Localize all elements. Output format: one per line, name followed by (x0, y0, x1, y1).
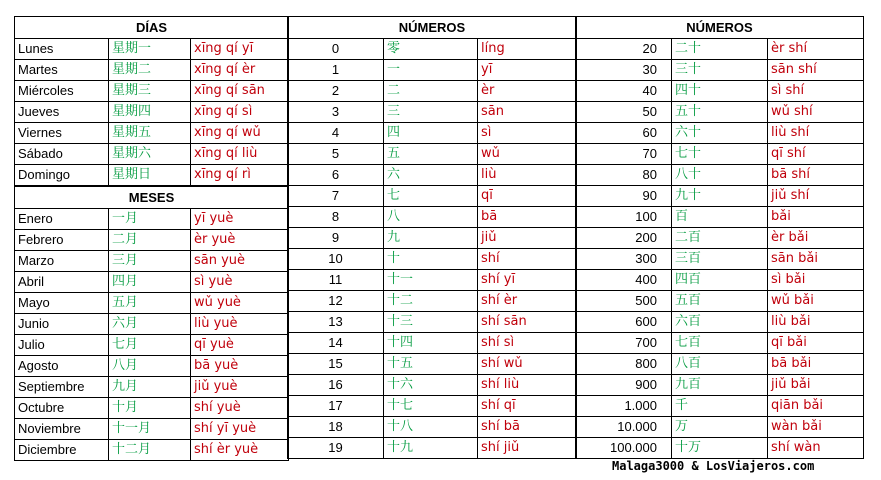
pinyin-cell: wǔ bǎi (768, 291, 864, 312)
hanzi-cell: 星期二 (109, 60, 191, 81)
hanzi-cell: 五百 (672, 291, 768, 312)
month-row-label: Mayo (15, 293, 109, 314)
hanzi-cell: 万 (672, 417, 768, 438)
number-row-label: 90 (576, 186, 672, 207)
month-row-label: Noviembre (15, 419, 109, 440)
numbers-table-1 (287, 16, 577, 459)
number-row (576, 165, 864, 186)
hanzi-cell: 八月 (109, 356, 191, 377)
number-row-label: 30 (576, 60, 672, 81)
number-row (288, 60, 577, 81)
numbers-table-2 (575, 16, 864, 459)
number-row (576, 123, 864, 144)
hanzi-cell: 零 (384, 39, 478, 60)
number-row-label: 100 (576, 207, 672, 228)
number-row (288, 228, 577, 249)
hanzi-cell: 三十 (672, 60, 768, 81)
pinyin-cell: sān (478, 102, 577, 123)
number-row (288, 249, 577, 270)
month-row (15, 398, 289, 419)
hanzi-cell: 十六 (384, 375, 478, 396)
month-row (15, 209, 289, 230)
number-row-label: 80 (576, 165, 672, 186)
pinyin-cell: qī yuè (191, 335, 289, 356)
pinyin-cell: shí (478, 249, 577, 270)
number-row (288, 354, 577, 375)
pinyin-cell: wàn bǎi (768, 417, 864, 438)
hanzi-cell: 十二月 (109, 440, 191, 461)
number-row (576, 81, 864, 102)
number-row (576, 354, 864, 375)
pinyin-cell: sì bǎi (768, 270, 864, 291)
hanzi-cell: 星期三 (109, 81, 191, 102)
hanzi-cell: 六十 (672, 123, 768, 144)
pinyin-cell: qī shí (768, 144, 864, 165)
pinyin-cell: sān bǎi (768, 249, 864, 270)
hanzi-cell: 八十 (672, 165, 768, 186)
month-row-label: Febrero (15, 230, 109, 251)
number-row-label: 60 (576, 123, 672, 144)
number-row (576, 417, 864, 438)
day-row (15, 102, 289, 123)
number-row (288, 123, 577, 144)
pinyin-cell: shí yī (478, 270, 577, 291)
pinyin-cell: shí qī (478, 396, 577, 417)
month-row-label: Agosto (15, 356, 109, 377)
hanzi-cell: 十七 (384, 396, 478, 417)
number-row-label: 200 (576, 228, 672, 249)
pinyin-cell: xīng qí èr (191, 60, 289, 81)
number-row-label: 11 (288, 270, 384, 291)
pinyin-cell: shí wàn (768, 438, 864, 459)
number-row (288, 312, 577, 333)
number-row (576, 60, 864, 81)
month-row-label: Julio (15, 335, 109, 356)
hanzi-cell: 十四 (384, 333, 478, 354)
hanzi-cell: 十八 (384, 417, 478, 438)
number-row-label: 1 (288, 60, 384, 81)
pinyin-cell: sān yuè (191, 251, 289, 272)
numbers-header-2: NÚMEROS (576, 17, 864, 39)
pinyin-cell: xīng qí wǔ (191, 123, 289, 144)
day-row-label: Martes (15, 60, 109, 81)
number-row-label: 300 (576, 249, 672, 270)
pinyin-cell: sì shí (768, 81, 864, 102)
number-row (576, 249, 864, 270)
number-row-label: 6 (288, 165, 384, 186)
pinyin-cell: xīng qí rì (191, 165, 289, 187)
number-row-label: 50 (576, 102, 672, 123)
pinyin-cell: bā (478, 207, 577, 228)
hanzi-cell: 二十 (672, 39, 768, 60)
number-row (576, 144, 864, 165)
number-row-label: 5 (288, 144, 384, 165)
months-header: MESES (15, 186, 289, 209)
number-row-label: 700 (576, 333, 672, 354)
hanzi-cell: 五月 (109, 293, 191, 314)
pinyin-cell: jiǔ bǎi (768, 375, 864, 396)
number-row-label: 3 (288, 102, 384, 123)
hanzi-cell: 七 (384, 186, 478, 207)
day-row (15, 60, 289, 81)
pinyin-cell: xīng qí yī (191, 39, 289, 60)
pinyin-cell: yī yuè (191, 209, 289, 230)
number-row (576, 375, 864, 396)
day-row-label: Jueves (15, 102, 109, 123)
hanzi-cell: 六月 (109, 314, 191, 335)
pinyin-cell: shí yuè (191, 398, 289, 419)
number-row (288, 144, 577, 165)
hanzi-cell: 星期六 (109, 144, 191, 165)
numbers-header-1: NÚMEROS (288, 17, 577, 39)
pinyin-cell: shí sì (478, 333, 577, 354)
hanzi-cell: 三月 (109, 251, 191, 272)
month-row (15, 230, 289, 251)
day-row-label: Viernes (15, 123, 109, 144)
pinyin-cell: jiǔ (478, 228, 577, 249)
pinyin-cell: bǎi (768, 207, 864, 228)
hanzi-cell: 十二 (384, 291, 478, 312)
hanzi-cell: 八百 (672, 354, 768, 375)
number-row-label: 13 (288, 312, 384, 333)
number-row-label: 600 (576, 312, 672, 333)
hanzi-cell: 十月 (109, 398, 191, 419)
pinyin-cell: jiǔ yuè (191, 377, 289, 398)
hanzi-cell: 九月 (109, 377, 191, 398)
pinyin-cell: shí èr (478, 291, 577, 312)
hanzi-cell: 六百 (672, 312, 768, 333)
pinyin-cell: èr shí (768, 39, 864, 60)
number-row (576, 102, 864, 123)
number-row-label: 800 (576, 354, 672, 375)
hanzi-cell: 二 (384, 81, 478, 102)
days-months-table (14, 16, 289, 461)
number-row-label: 10 (288, 249, 384, 270)
pinyin-cell: sì yuè (191, 272, 289, 293)
number-row-label: 15 (288, 354, 384, 375)
month-row-label: Octubre (15, 398, 109, 419)
number-row (288, 207, 577, 228)
number-row-label: 19 (288, 438, 384, 459)
number-row-label: 40 (576, 81, 672, 102)
pinyin-cell: èr bǎi (768, 228, 864, 249)
pinyin-cell: qī (478, 186, 577, 207)
hanzi-cell: 星期四 (109, 102, 191, 123)
month-row (15, 251, 289, 272)
number-row-label: 16 (288, 375, 384, 396)
pinyin-cell: qiān bǎi (768, 396, 864, 417)
pinyin-cell: bā yuè (191, 356, 289, 377)
number-row-label: 20 (576, 39, 672, 60)
number-row (576, 186, 864, 207)
hanzi-cell: 十五 (384, 354, 478, 375)
hanzi-cell: 五十 (672, 102, 768, 123)
pinyin-cell: sì (478, 123, 577, 144)
pinyin-cell: shí jiǔ (478, 438, 577, 459)
pinyin-cell: wǔ shí (768, 102, 864, 123)
pinyin-cell: bā bǎi (768, 354, 864, 375)
number-row-label: 14 (288, 333, 384, 354)
hanzi-cell: 十万 (672, 438, 768, 459)
pinyin-cell: xīng qí sì (191, 102, 289, 123)
pinyin-cell: èr (478, 81, 577, 102)
day-row (15, 144, 289, 165)
pinyin-cell: xīng qí liù (191, 144, 289, 165)
pinyin-cell: shí wǔ (478, 354, 577, 375)
month-row (15, 272, 289, 293)
footer-credit: Malaga3000 & LosViajeros.com (612, 459, 815, 473)
hanzi-cell: 十一月 (109, 419, 191, 440)
number-row-label: 0 (288, 39, 384, 60)
number-row (576, 207, 864, 228)
number-row (288, 333, 577, 354)
number-row (288, 186, 577, 207)
month-row (15, 440, 289, 461)
number-row (288, 102, 577, 123)
month-row (15, 335, 289, 356)
hanzi-cell: 四 (384, 123, 478, 144)
hanzi-cell: 九十 (672, 186, 768, 207)
hanzi-cell: 二百 (672, 228, 768, 249)
day-row-label: Domingo (15, 165, 109, 187)
day-row-label: Miércoles (15, 81, 109, 102)
hanzi-cell: 百 (672, 207, 768, 228)
pinyin-cell: qī bǎi (768, 333, 864, 354)
number-row (576, 438, 864, 459)
number-row-label: 70 (576, 144, 672, 165)
hanzi-cell: 四月 (109, 272, 191, 293)
hanzi-cell: 十 (384, 249, 478, 270)
hanzi-cell: 千 (672, 396, 768, 417)
month-row-label: Enero (15, 209, 109, 230)
hanzi-cell: 星期一 (109, 39, 191, 60)
pinyin-cell: xīng qí sān (191, 81, 289, 102)
number-row (288, 291, 577, 312)
number-row (288, 270, 577, 291)
hanzi-cell: 六 (384, 165, 478, 186)
number-row (288, 165, 577, 186)
month-row-label: Marzo (15, 251, 109, 272)
number-row (288, 396, 577, 417)
pinyin-cell: wǔ yuè (191, 293, 289, 314)
number-row-label: 17 (288, 396, 384, 417)
hanzi-cell: 一 (384, 60, 478, 81)
number-row (576, 228, 864, 249)
number-row-label: 2 (288, 81, 384, 102)
hanzi-cell: 星期日 (109, 165, 191, 187)
hanzi-cell: 星期五 (109, 123, 191, 144)
hanzi-cell: 九 (384, 228, 478, 249)
hanzi-cell: 十一 (384, 270, 478, 291)
day-row-label: Lunes (15, 39, 109, 60)
hanzi-cell: 七百 (672, 333, 768, 354)
day-row-label: Sábado (15, 144, 109, 165)
hanzi-cell: 三百 (672, 249, 768, 270)
number-row (576, 312, 864, 333)
pinyin-cell: yī (478, 60, 577, 81)
pinyin-cell: liù shí (768, 123, 864, 144)
month-row-label: Diciembre (15, 440, 109, 461)
pinyin-cell: liù bǎi (768, 312, 864, 333)
pinyin-cell: shí yī yuè (191, 419, 289, 440)
month-row-label: Abril (15, 272, 109, 293)
number-row-label: 1.000 (576, 396, 672, 417)
month-row (15, 314, 289, 335)
pinyin-cell: líng (478, 39, 577, 60)
pinyin-cell: liù (478, 165, 577, 186)
hanzi-cell: 一月 (109, 209, 191, 230)
pinyin-cell: liù yuè (191, 314, 289, 335)
number-row-label: 10.000 (576, 417, 672, 438)
number-row (576, 291, 864, 312)
hanzi-cell: 二月 (109, 230, 191, 251)
hanzi-cell: 三 (384, 102, 478, 123)
number-row (576, 270, 864, 291)
pinyin-cell: bā shí (768, 165, 864, 186)
month-row (15, 377, 289, 398)
number-row (288, 417, 577, 438)
hanzi-cell: 五 (384, 144, 478, 165)
number-row-label: 18 (288, 417, 384, 438)
hanzi-cell: 四十 (672, 81, 768, 102)
number-row (576, 396, 864, 417)
number-row-label: 900 (576, 375, 672, 396)
pinyin-cell: shí bā (478, 417, 577, 438)
hanzi-cell: 四百 (672, 270, 768, 291)
number-row-label: 7 (288, 186, 384, 207)
number-row-label: 500 (576, 291, 672, 312)
pinyin-cell: jiǔ shí (768, 186, 864, 207)
pinyin-cell: shí sān (478, 312, 577, 333)
pinyin-cell: wǔ (478, 144, 577, 165)
number-row-label: 4 (288, 123, 384, 144)
month-row (15, 293, 289, 314)
days-header: DÍAS (15, 17, 289, 39)
day-row (15, 39, 289, 60)
number-row (576, 333, 864, 354)
day-row (15, 123, 289, 144)
hanzi-cell: 十三 (384, 312, 478, 333)
hanzi-cell: 七月 (109, 335, 191, 356)
number-row (288, 375, 577, 396)
day-row (15, 165, 289, 187)
number-row-label: 8 (288, 207, 384, 228)
month-row (15, 419, 289, 440)
month-row (15, 356, 289, 377)
pinyin-cell: shí èr yuè (191, 440, 289, 461)
pinyin-cell: shí liù (478, 375, 577, 396)
hanzi-cell: 九百 (672, 375, 768, 396)
hanzi-cell: 七十 (672, 144, 768, 165)
hanzi-cell: 八 (384, 207, 478, 228)
number-row (288, 81, 577, 102)
number-row-label: 9 (288, 228, 384, 249)
number-row-label: 12 (288, 291, 384, 312)
month-row-label: Junio (15, 314, 109, 335)
number-row (576, 39, 864, 60)
day-row (15, 81, 289, 102)
pinyin-cell: èr yuè (191, 230, 289, 251)
hanzi-cell: 十九 (384, 438, 478, 459)
pinyin-cell: sān shí (768, 60, 864, 81)
number-row (288, 39, 577, 60)
number-row (288, 438, 577, 459)
number-row-label: 100.000 (576, 438, 672, 459)
month-row-label: Septiembre (15, 377, 109, 398)
number-row-label: 400 (576, 270, 672, 291)
